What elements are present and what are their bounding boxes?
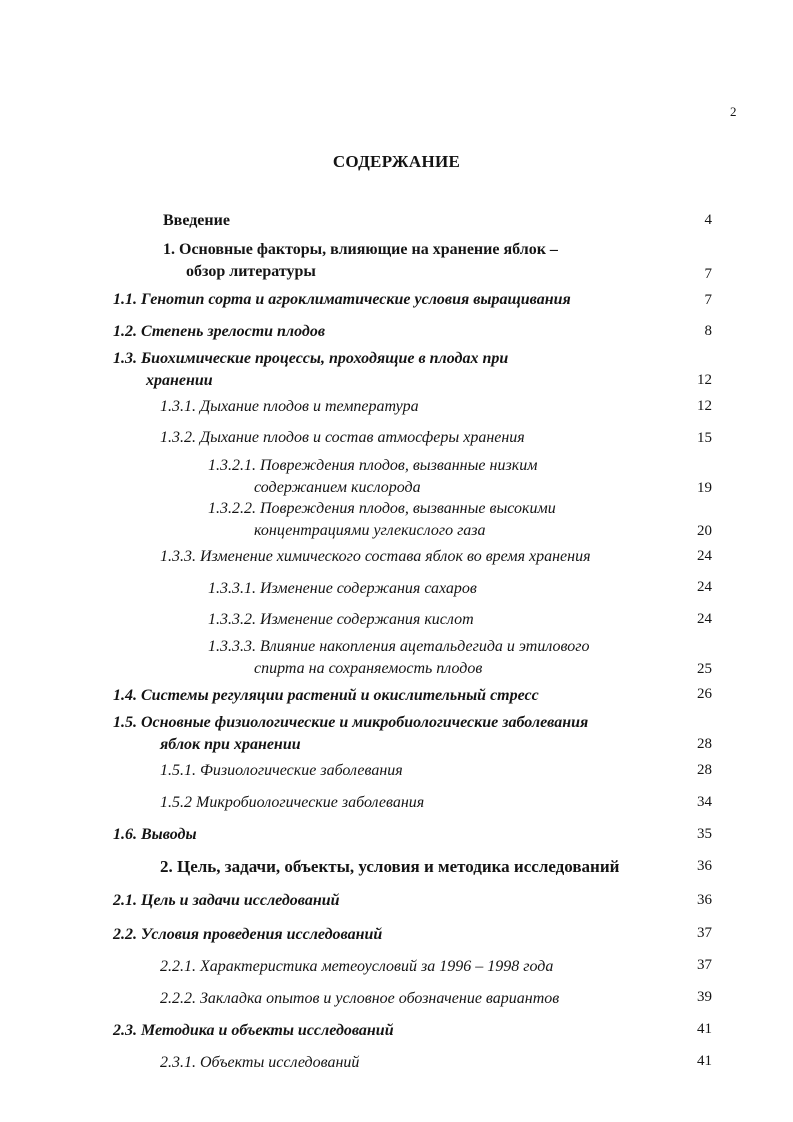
toc-page-1-5-2: 34 (697, 794, 712, 810)
toc-page-1-2: 8 (704, 323, 712, 339)
toc-page-2-2: 37 (697, 925, 712, 941)
toc-page-1-3-2-1: 19 (697, 480, 712, 496)
toc-entry-1-1: 1.1. Генотип сорта и агроклиматические условия выращивания (113, 291, 571, 308)
toc-page-1-3-2-2: 20 (697, 523, 712, 539)
toc-page-1-6: 35 (697, 826, 712, 842)
toc-entry-1-3-2-2-cont: концентрациями углекислого газа (254, 522, 486, 539)
toc-entry-chapter-2: 2. Цель, задачи, объекты, условия и методика исследований (160, 857, 620, 876)
toc-entry-1-3-2-1: 1.3.2.1. Повреждения плодов, вызванные низким (208, 457, 538, 474)
page-title: СОДЕРЖАНИЕ (332, 152, 461, 171)
toc-entry-chapter-1-cont: обзор литературы (186, 263, 316, 280)
toc-page-1-4: 26 (697, 686, 712, 702)
toc-entry-2-2-1: 2.2.1. Характеристика метеоусловий за 1996 – 1998 года (160, 958, 554, 975)
toc-page-chapter-1: 7 (704, 266, 712, 282)
toc-page-chapter-2: 36 (697, 858, 712, 874)
toc-page-2-2-1: 37 (697, 957, 712, 973)
toc-entry-2-1: 2.1. Цель и задачи исследований (113, 892, 340, 909)
toc-entry-2-2: 2.2. Условия проведения исследований (113, 926, 383, 943)
toc-page-2-2-2: 39 (697, 989, 712, 1005)
toc-entry-1-5: 1.5. Основные физиологические и микробиологические заболевания (113, 714, 589, 731)
toc-page-2-1: 36 (697, 892, 712, 908)
toc-entry-2-3-1: 2.3.1. Объекты исследований (160, 1054, 360, 1071)
toc-page-introduction: 4 (704, 212, 712, 228)
toc-entry-1-6: 1.6. Выводы (113, 826, 197, 843)
toc-page-1-3-3: 24 (697, 548, 712, 564)
toc-entry-1-3: 1.3. Биохимические процессы, проходящие в плодах при (113, 350, 509, 367)
toc-entry-1-3-2-2: 1.3.2.2. Повреждения плодов, вызванные высокими (208, 500, 556, 517)
toc-entry-1-3-3-1: 1.3.3.1. Изменение содержания сахаров (208, 580, 477, 597)
toc-page-1-3-3-2: 24 (697, 611, 712, 627)
toc-page-1-1: 7 (704, 292, 712, 308)
toc-entry-1-4: 1.4. Системы регуляции растений и окислительный стресс (113, 687, 539, 704)
toc-entry-1-3-3-2: 1.3.3.2. Изменение содержания кислот (208, 611, 474, 628)
toc-page-1-3-3-3: 25 (697, 661, 712, 677)
toc-entry-1-3-2: 1.3.2. Дыхание плодов и состав атмосферы хранения (160, 429, 525, 446)
toc-entry-2-3: 2.3. Методика и объекты исследований (113, 1022, 394, 1039)
toc-page-1-3-1: 12 (697, 398, 712, 414)
toc-page-1-3-2: 15 (697, 430, 712, 446)
toc-page-1-5-1: 28 (697, 762, 712, 778)
toc-entry-chapter-1: 1. Основные факторы, влияющие на хранение яблок – (163, 241, 558, 258)
toc-entry-introduction: Введение (163, 212, 230, 229)
toc-entry-1-3-3-3-cont: спирта на сохраняемость плодов (254, 660, 483, 677)
toc-entry-1-3-2-1-cont: содержанием кислорода (254, 479, 421, 496)
toc-entry-1-3-1: 1.3.1. Дыхание плодов и температура (160, 398, 419, 415)
toc-entry-1-5-2: 1.5.2 Микробиологические заболевания (160, 794, 425, 811)
toc-entry-1-2: 1.2. Степень зрелости плодов (113, 323, 326, 340)
toc-entry-1-3-cont: хранении (146, 372, 213, 389)
toc-entry-1-3-3-3: 1.3.3.3. Влияние накопления ацетальдегида и этилового (208, 638, 590, 655)
toc-page-1-5: 28 (697, 736, 712, 752)
toc-entry-1-3-3: 1.3.3. Изменение химического состава яблок во время хранения (160, 548, 591, 565)
toc-entry-1-5-cont: яблок при хранении (160, 736, 301, 753)
toc-page-2-3-1: 41 (697, 1053, 712, 1069)
toc-page-1-3: 12 (697, 372, 712, 388)
page-number: 2 (730, 104, 737, 119)
toc-entry-1-5-1: 1.5.1. Физиологические заболевания (160, 762, 403, 779)
toc-page-1-3-3-1: 24 (697, 579, 712, 595)
toc-page-2-3: 41 (697, 1021, 712, 1037)
toc-entry-2-2-2: 2.2.2. Закладка опытов и условное обозначение вариантов (160, 990, 560, 1007)
